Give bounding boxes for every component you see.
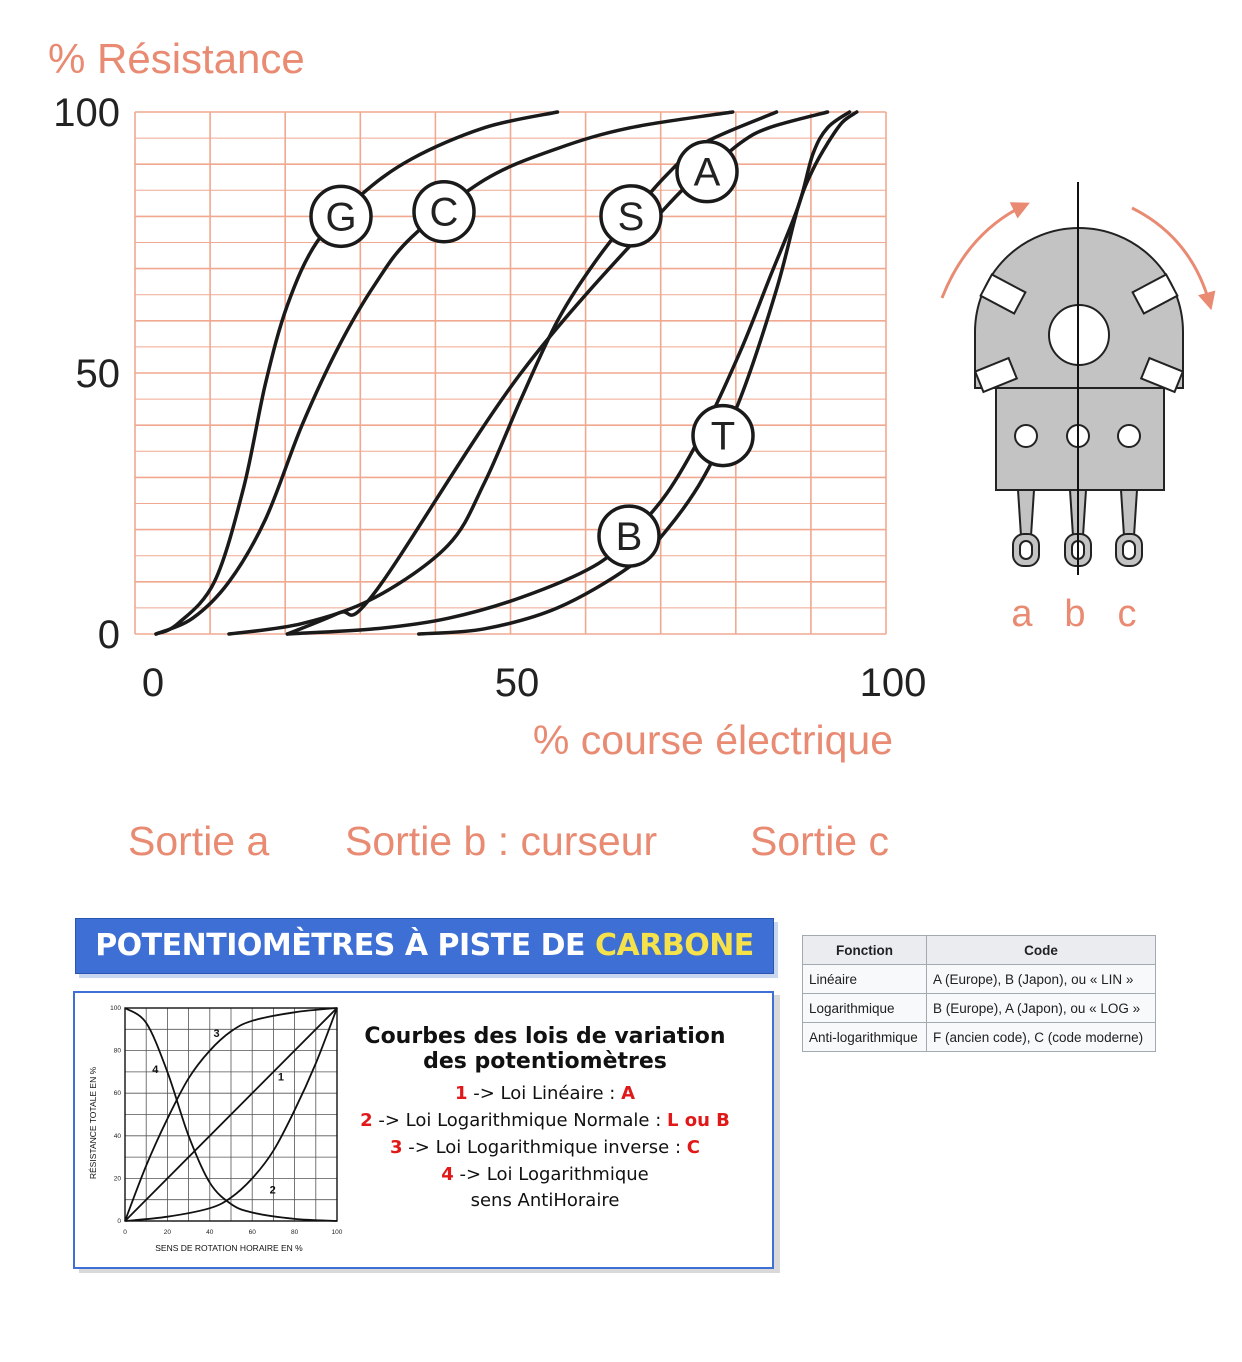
pin-c (1121, 490, 1137, 536)
small-y-tick: 100 (110, 1005, 121, 1012)
table-cell-code: F (ancien code), C (code moderne) (927, 1023, 1156, 1052)
y-tick-label: 0 (97, 613, 120, 657)
table-row (803, 1023, 1156, 1052)
small-x-tick: 80 (290, 1229, 299, 1236)
curve-label-C (414, 182, 474, 242)
output-c-label: Sortie c (750, 818, 889, 864)
table-header-fonction: Fonction (803, 936, 927, 965)
pin-a (1018, 490, 1034, 536)
chart-title: % Résistance (48, 35, 305, 82)
curve-label-G (311, 186, 371, 246)
terminal-label-c: c (1117, 593, 1137, 635)
carbon-pot-banner (75, 918, 774, 974)
small-chart-xlabel: SENS DE ROTATION HORAIRE EN % (155, 1243, 303, 1253)
legend-item-4-num: 4 (441, 1164, 454, 1185)
curve-label-A (677, 142, 737, 202)
small-curve-label: 4 (152, 1064, 159, 1077)
small-y-tick: 40 (113, 1132, 121, 1140)
small-curve-label: 1 (277, 1071, 284, 1084)
curve-label-S (601, 186, 661, 246)
terminal-hole-a (1015, 425, 1037, 447)
legend-item-4-line-2: sens AntiHoraire (470, 1190, 620, 1211)
x-axis-label: % course électrique (532, 717, 893, 763)
small-x-tick: 0 (123, 1229, 127, 1236)
terminal-hole-c (1118, 425, 1140, 447)
small-curve-label: 2 (269, 1184, 276, 1197)
table-header-code: Code (927, 936, 1156, 965)
legend-item-3-num: 3 (390, 1137, 403, 1158)
legend-item-4-text: -> Loi Logarithmique (453, 1164, 649, 1185)
table-cell-function: Linéaire (803, 965, 927, 994)
y-tick-label: 100 (53, 91, 120, 135)
legend-item-2 (335, 1110, 755, 1131)
legend-item-1-num: 1 (454, 1083, 468, 1104)
x-tick-label: 100 (859, 661, 927, 705)
table-row (803, 965, 1156, 994)
curve-label-B (599, 506, 659, 566)
small-y-tick: 80 (113, 1047, 121, 1055)
potentiometer-diagram (930, 175, 1230, 645)
legend-item-2-code: L ou B (667, 1110, 730, 1131)
legend-item-1 (335, 1083, 755, 1104)
small-x-tick: 100 (331, 1229, 343, 1236)
table-cell-code: B (Europe), A (Japon), ou « LOG » (927, 994, 1156, 1023)
x-axis-ticks (142, 661, 927, 705)
curve-label-text: G (325, 195, 357, 240)
y-tick-label: 50 (75, 352, 120, 396)
curve-label-text: B (615, 515, 643, 560)
table-cell-function: Logarithmique (803, 994, 927, 1023)
terminal-label-a: a (1011, 593, 1033, 635)
x-tick-label: 0 (141, 661, 165, 705)
legend-item-1-code: A (621, 1083, 636, 1104)
legend-title-line-1: Courbes des lois de variation (364, 1024, 726, 1049)
small-curve-label: 3 (213, 1028, 220, 1041)
legend-item-1-text: -> Loi Linéaire : (467, 1083, 622, 1104)
small-y-tick: 60 (113, 1090, 121, 1098)
legend-item-2-text: -> Loi Logarithmique Normale : (372, 1110, 667, 1131)
small-x-tick: 20 (163, 1229, 172, 1236)
y-axis-ticks (53, 91, 120, 657)
legend-item-2-num: 2 (360, 1110, 373, 1131)
output-b-label: Sortie b : curseur (345, 818, 658, 864)
small-chart-ylabel: RÉSISTANCE TOTALE EN % (88, 1066, 98, 1180)
table-cell-function: Anti-logarithmique (803, 1023, 927, 1052)
legend-item-4 (335, 1164, 755, 1185)
small-x-tick: 40 (206, 1229, 214, 1236)
curve-label-T (693, 406, 753, 466)
table-row (803, 994, 1156, 1023)
banner-text: POTENTIOMÈTRES À PISTE DE (95, 928, 595, 963)
x-tick-label: 50 (494, 661, 540, 705)
terminal-label-b: b (1064, 593, 1086, 635)
legend-item-3 (335, 1137, 755, 1158)
table-cell-code: A (Europe), B (Japon), ou « LIN » (927, 965, 1156, 994)
small-x-tick: 60 (248, 1229, 256, 1236)
legend-title-line-2: des potentiomètres (423, 1049, 667, 1074)
small-y-tick: 20 (113, 1175, 121, 1183)
small-variation-chart (80, 995, 350, 1260)
function-code-table (802, 935, 1156, 1052)
legend-item-3-text: -> Loi Logarithmique inverse : (402, 1137, 687, 1158)
legend-title (335, 1024, 755, 1074)
legend-item-3-code: C (686, 1137, 700, 1158)
small-chart-curve-labels (152, 1028, 284, 1196)
table-header-row (803, 936, 1156, 965)
banner-highlight: CARBONE (595, 928, 754, 963)
curve-label-text: C (429, 190, 459, 235)
main-resistance-chart (0, 0, 940, 790)
curve-label-text: A (693, 150, 721, 195)
small-y-tick: 0 (117, 1218, 121, 1225)
curve-label-text: T (710, 414, 736, 459)
curve-label-text: S (617, 194, 645, 239)
output-a-label: Sortie a (128, 818, 270, 864)
